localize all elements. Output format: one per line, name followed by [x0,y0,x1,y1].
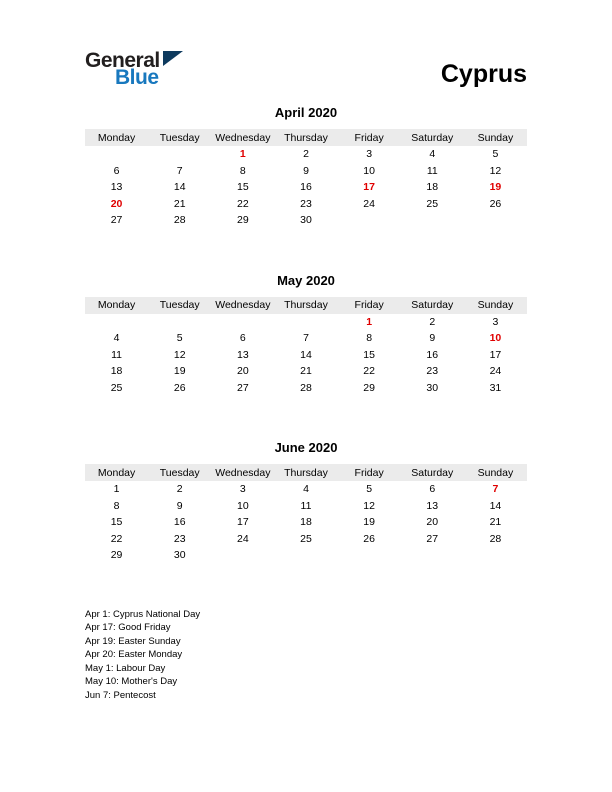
day-cell: 3 [492,315,499,328]
day-cell: 29 [110,549,123,562]
weekday-label: Saturday [401,297,464,314]
week-row [85,363,527,380]
day-cell: 10 [489,332,502,345]
weekday-label: Thursday [274,297,337,314]
weekday-label: Monday [85,464,148,481]
day-cell: 2 [176,483,183,496]
weekday-label: Thursday [274,464,337,481]
day-cell: 27 [110,214,123,227]
weekday-label: Tuesday [148,129,211,146]
day-cell: 24 [363,197,375,210]
day-cell: 10 [363,164,375,177]
weekday-label: Tuesday [148,297,211,314]
day-cell: 13 [110,181,123,194]
day-cell: 11 [111,348,123,361]
weekday-label: Friday [338,297,401,314]
day-cell: 28 [489,532,502,545]
day-cell: 26 [489,197,502,210]
day-cell: 25 [300,532,312,545]
day-cell: 20 [110,197,123,210]
day-cell-empty [274,314,337,331]
weekday-label: Tuesday [148,464,211,481]
holiday-notes [85,608,527,703]
page-header [85,50,527,89]
day-cell: 4 [113,332,120,345]
day-cell: 2 [429,315,436,328]
day-cell: 13 [426,499,439,512]
day-cell: 30 [426,381,439,394]
day-cell: 4 [429,148,436,161]
day-cell: 6 [239,332,246,345]
day-cell: 26 [173,381,186,394]
holiday-note-line: May 1: Labour Day [85,662,166,674]
day-cell: 8 [239,164,246,177]
day-cell-empty [211,547,274,564]
weekday-label: Sunday [464,297,527,314]
weekday-label: Wednesday [211,297,274,314]
day-cell: 13 [237,348,249,361]
month-title: May 2020 [277,272,335,288]
day-cell: 22 [237,197,249,210]
weekday-header-row [85,464,527,481]
day-cell: 21 [300,365,312,378]
day-cell: 5 [492,148,499,161]
day-cell: 15 [363,348,375,361]
day-cell: 30 [300,214,312,227]
day-cell-empty [338,547,401,564]
day-cell-empty [148,146,211,163]
day-cell: 1 [113,483,120,496]
day-cell: 31 [489,381,502,394]
week-row [85,347,527,364]
logo-text-blue: Blue [115,66,159,89]
day-cell: 25 [110,381,123,394]
day-cell: 15 [110,516,123,529]
weekday-label: Wednesday [211,464,274,481]
week-row [85,531,527,548]
logo-text-general: General [85,49,160,72]
day-cell: 3 [239,483,246,496]
day-cell: 16 [426,348,439,361]
week-row [85,481,527,498]
holiday-note-line: May 10: Mother's Day [85,676,178,688]
week-row [85,314,527,331]
day-cell: 21 [173,197,186,210]
day-cell: 27 [237,381,249,394]
week-row [85,179,527,196]
month-title: April 2020 [274,105,338,120]
day-cell: 9 [176,499,183,512]
day-cell: 1 [366,315,373,328]
week-row [85,380,527,397]
month-section [85,105,527,229]
day-cell: 5 [176,332,183,345]
day-cell: 19 [363,516,375,529]
day-cell: 28 [300,381,312,394]
day-cell: 14 [489,499,502,512]
day-cell: 24 [489,365,502,378]
day-cell: 12 [363,499,375,512]
months-container [85,105,527,564]
day-cell: 17 [489,348,502,361]
page-title: Cyprus [440,60,527,88]
day-cell: 20 [426,516,439,529]
day-cell: 19 [489,181,502,194]
day-cell: 23 [173,532,186,545]
holiday-note-line: Apr 1: Cyprus National Day [85,608,201,620]
day-cell: 20 [237,365,249,378]
month-calendar-table [85,129,527,229]
weekday-label: Saturday [401,464,464,481]
day-cell: 18 [300,516,312,529]
day-cell: 9 [429,332,436,345]
week-row [85,196,527,213]
day-cell: 7 [303,332,309,345]
holiday-note-line: Apr 17: Good Friday [85,622,171,634]
week-row [85,212,527,229]
week-row [85,146,527,163]
day-cell: 2 [303,148,309,161]
day-cell: 8 [366,332,373,345]
day-cell: 7 [492,483,499,496]
weekday-label: Sunday [464,464,527,481]
day-cell: 5 [366,483,373,496]
day-cell-empty [338,212,401,229]
day-cell: 17 [363,181,375,194]
holiday-note-line: Apr 19: Easter Sunday [85,635,181,647]
day-cell: 6 [429,483,436,496]
day-cell: 1 [239,148,246,161]
day-cell-empty [85,146,148,163]
day-cell: 10 [237,499,249,512]
month-title: June 2020 [274,440,338,455]
day-cell: 25 [426,197,439,210]
day-cell: 18 [426,181,439,194]
month-section [85,273,527,397]
day-cell: 29 [363,381,375,394]
day-cell: 18 [110,365,123,378]
day-cell: 19 [173,365,186,378]
day-cell: 15 [237,181,249,194]
day-cell: 26 [363,532,375,545]
day-cell: 16 [173,516,186,529]
month-section [85,440,527,564]
day-cell: 14 [173,181,186,194]
day-cell-empty [464,547,527,564]
weekday-label: Monday [85,297,148,314]
weekday-header-row [85,129,527,146]
day-cell-empty [464,212,527,229]
day-cell: 28 [173,214,186,227]
weekday-header-row [85,297,527,314]
day-cell-empty [274,547,337,564]
month-calendar-table [85,464,527,564]
weekday-label: Sunday [464,129,527,146]
month-calendar-table [85,297,527,397]
holiday-note-line: Jun 7: Pentecost [85,690,156,702]
weekday-label: Friday [338,129,401,146]
general-blue-logo [85,50,183,88]
day-cell: 12 [489,164,502,177]
day-cell-empty [85,314,148,331]
day-cell: 7 [176,164,183,177]
day-cell-empty [401,212,464,229]
day-cell-empty [401,547,464,564]
day-cell: 17 [237,516,249,529]
day-cell: 6 [113,164,120,177]
day-cell: 11 [300,499,312,512]
weekday-label: Wednesday [211,129,274,146]
weekday-label: Saturday [401,129,464,146]
day-cell: 23 [426,365,439,378]
day-cell: 23 [300,197,312,210]
week-row [85,330,527,347]
day-cell: 8 [113,499,120,512]
day-cell: 24 [237,532,249,545]
weekday-label: Friday [338,464,401,481]
day-cell: 22 [363,365,375,378]
day-cell-empty [211,314,274,331]
day-cell: 3 [366,148,373,161]
day-cell: 4 [303,483,309,496]
week-row [85,547,527,564]
week-row [85,514,527,531]
day-cell: 9 [303,164,309,177]
day-cell: 29 [237,214,249,227]
weekday-label: Thursday [274,129,337,146]
day-cell-empty [148,314,211,331]
day-cell: 30 [173,549,186,562]
day-cell: 21 [489,516,502,529]
day-cell: 16 [300,181,312,194]
holiday-note-line: Apr 20: Easter Monday [85,649,183,661]
day-cell: 22 [110,532,123,545]
week-row [85,498,527,515]
day-cell: 12 [173,348,186,361]
day-cell: 11 [426,164,438,177]
logo-flag-icon [163,51,183,66]
day-cell: 14 [300,348,312,361]
weekday-label: Monday [85,129,148,146]
day-cell: 27 [426,532,439,545]
week-row [85,163,527,180]
